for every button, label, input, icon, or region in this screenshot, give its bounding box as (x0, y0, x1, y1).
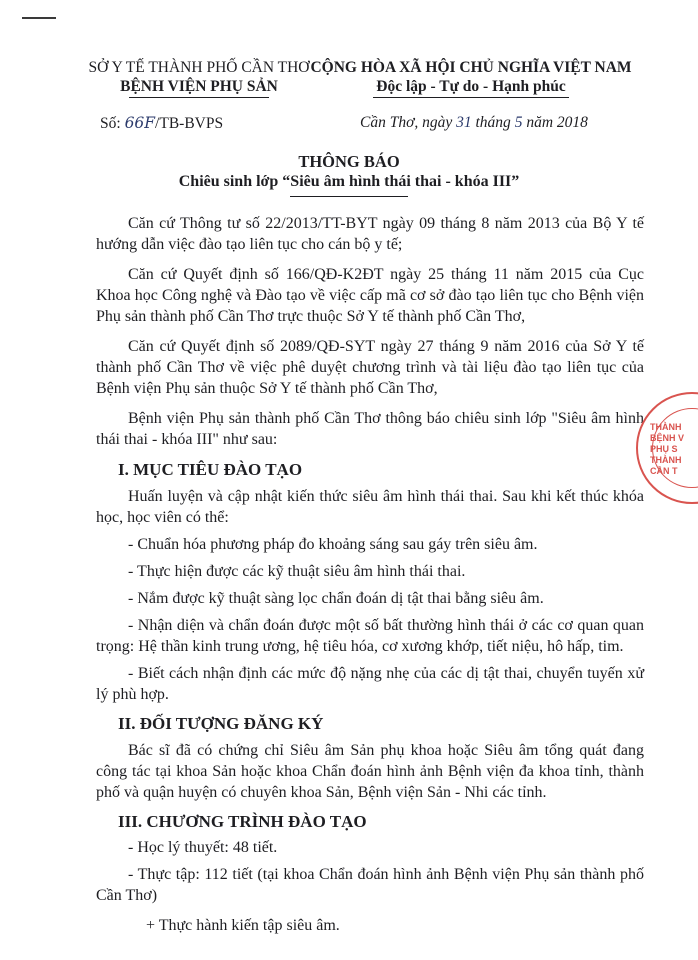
seal-line: PHỤ S (650, 444, 678, 454)
scan-mark (22, 17, 56, 19)
seal-line: THÀNH (650, 455, 682, 465)
objectives-intro: Huấn luyện và cập nhật kiến thức siêu âm hình thái thai. Sau khi kết thúc khóa học, học viên có thể: (96, 488, 644, 526)
date-day: 31 (456, 114, 472, 131)
title-divider (290, 196, 408, 197)
issuer-block (64, 58, 334, 98)
place-date (360, 114, 588, 132)
program-item: - Học lý thuyết: 48 tiết. (128, 839, 278, 856)
seal-line: CẦN T (650, 466, 678, 476)
document-subtitle: Chiêu sinh lớp “Siêu âm hình thái thai - khóa III” (178, 173, 520, 190)
date-month: 5 (514, 114, 523, 131)
document-body (96, 213, 644, 936)
issuer-unit: BỆNH VIỆN PHỤ SẢN (120, 78, 278, 95)
objective-item: - Thực hiện được các kỹ thuật siêu âm hình thái thai. (128, 563, 466, 580)
docno-suffix: /TB-BVPS (155, 115, 224, 132)
official-seal (636, 392, 698, 504)
national-motto: Độc lập - Tự do - Hạnh phúc (376, 78, 566, 95)
docno-prefix: Số: (100, 115, 125, 132)
seal-text (650, 422, 698, 477)
program-subitem: + Thực hành kiến tập siêu âm. (146, 917, 340, 934)
eligibility-text: Bác sĩ đã có chứng chỉ Siêu âm Sản phụ khoa hoặc Siêu âm tổng quát đang công tác tại khoa Sản hoặc khoa Chẩn đoán hình ảnh Bệnh viện đa khoa tỉnh, thành phố và quận huyện có chuyên khoa Sản, Bệnh viện Sản - Nhi các tỉnh. (96, 742, 644, 801)
seal-line: BỆNH V (650, 433, 685, 443)
paragraph-announcement: Bệnh viện Phụ sản thành phố Cần Thơ thông báo chiêu sinh lớp "Siêu âm hình thái thai - khóa III" như sau: (96, 410, 644, 448)
objective-item: - Nhận diện và chẩn đoán được một số bất thường hình thái ở các cơ quan quan trọng: Hệ thần kinh trung ương, hệ tiêu hóa, cơ xương khớp, tiết niệu, hô hấp, tim. (96, 617, 644, 655)
document-title: THÔNG BÁO (298, 152, 400, 171)
date-place: Cần Thơ, ngày (360, 114, 457, 131)
paragraph-legal-basis-1: Căn cứ Thông tư số 22/2013/TT-BYT ngày 09 tháng 8 năm 2013 của Bộ Y tế hướng dẫn việc đào tạo liên tục cho cán bộ y tế; (96, 215, 644, 253)
section-heading-program: III. CHƯƠNG TRÌNH ĐÀO TẠO (118, 812, 367, 831)
section-heading-eligibility: II. ĐỐI TƯỢNG ĐĂNG KÝ (118, 714, 324, 733)
docno-handwritten: 66F (124, 114, 156, 132)
date-year: năm 2018 (522, 114, 588, 131)
paragraph-legal-basis-3: Căn cứ Quyết định số 2089/QĐ-SYT ngày 27 tháng 9 năm 2016 của Sở Y tế thành phố Cần Thơ về việc phê duyệt chương trình và tài liệu đào tạo liên tục của Bệnh viện Phụ sản thuộc Sở Y tế thành phố Cần Thơ, (96, 338, 644, 397)
issuer-org: SỞ Y TẾ THÀNH PHỐ CẦN THƠ (88, 59, 310, 76)
issuer-underline (129, 97, 269, 98)
objective-item: - Nắm được kỹ thuật sàng lọc chẩn đoán dị tật thai bằng siêu âm. (128, 590, 544, 607)
national-title: CỘNG HÒA XÃ HỘI CHỦ NGHĨA VIỆT NAM (310, 59, 632, 76)
program-item: - Thực tập: 112 tiết (tại khoa Chẩn đoán hình ảnh Bệnh viện Phụ sản thành phố Cần Thơ) (96, 866, 644, 904)
section-heading-objectives: I. MỤC TIÊU ĐÀO TẠO (118, 460, 303, 479)
seal-line: THÀNH (650, 422, 682, 432)
date-month-label: tháng (471, 114, 515, 131)
motto-underline (373, 97, 569, 98)
objective-item: - Biết cách nhận định các mức độ nặng nhẹ của các dị tật thai, chuyển tuyến xử lý phù hợp. (96, 665, 644, 703)
document-number (100, 114, 223, 133)
paragraph-legal-basis-2: Căn cứ Quyết định số 166/QĐ-K2ĐT ngày 25 tháng 11 năm 2015 của Cục Khoa học Công nghệ và Đào tạo về việc cấp mã cơ sở đào tạo liên tục cho Bệnh viện Phụ sản thành phố Cần Thơ trực thuộc Sở Y tế thành phố Cần Thơ, (96, 266, 644, 325)
national-block (306, 58, 636, 98)
objective-item: - Chuẩn hóa phương pháp đo khoảng sáng sau gáy trên siêu âm. (128, 536, 538, 553)
